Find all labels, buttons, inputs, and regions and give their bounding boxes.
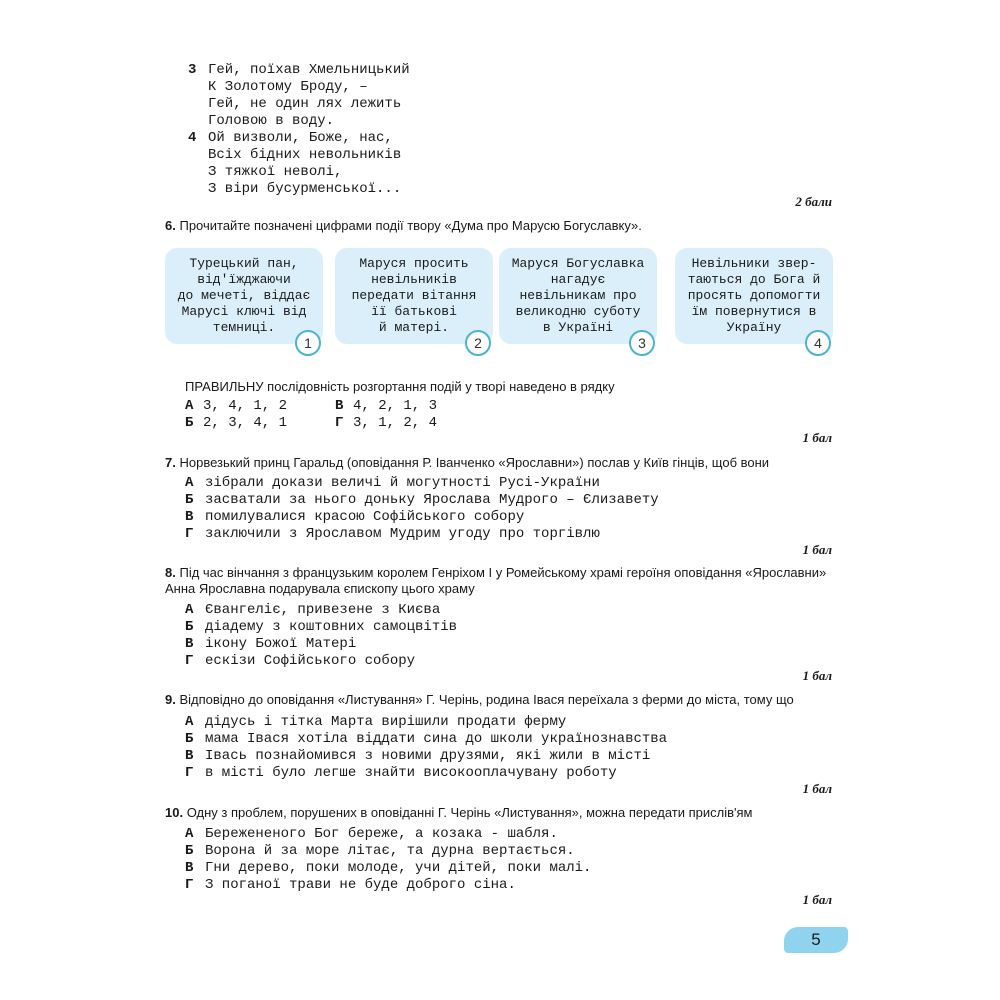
option-g[interactable] <box>185 877 591 894</box>
option-text: З поганої трави не буде доброго сіна. <box>205 877 516 893</box>
question-7 <box>165 455 845 471</box>
option-letter: А <box>185 826 194 842</box>
option-text: діадему з коштовних самоцвітів <box>205 619 458 635</box>
option-letter: Г <box>185 765 194 781</box>
question-text: Під час вінчання з французьким королем Генріхом І у Ромейському храмі героїня оповідання «Ярославни» Анна Ярославна подарувала єпископу цього храму <box>165 565 827 596</box>
poem-line: Ой визволи, Боже, нас, <box>208 130 393 146</box>
option-letter: В <box>185 509 194 525</box>
question-9 <box>165 692 845 708</box>
option-text: Євангеліє, привезене з Києва <box>205 602 441 618</box>
score-label: 1 бал <box>802 430 832 445</box>
option-b[interactable] <box>185 619 457 636</box>
option-text: Бережененого Бог береже, а козака - шабля. <box>205 826 558 842</box>
question-6-prompt: ПРАВИЛЬНУ послідовність розгортання подій у творі наведено в рядку <box>185 379 615 394</box>
option-letter: Г <box>335 415 344 431</box>
option-v[interactable] <box>185 636 457 653</box>
option-text: 3, 4, 1, 2 <box>203 398 288 414</box>
question-text: Одну з проблем, порушених в оповіданні Г. Черінь «Листування», можна передати прислів'ям <box>186 805 753 820</box>
option-letter: В <box>335 398 344 414</box>
event-cards <box>165 248 833 363</box>
question-text: Відповідно до оповідання «Листування» Г. Черінь, родина Івася переїхала з ферми до міста, тому що <box>179 692 794 707</box>
option-text: 3, 1, 2, 4 <box>353 415 438 431</box>
page-number-badge: 5 <box>784 927 848 953</box>
poem-line: Гей, поїхав Хмельницький <box>208 62 410 78</box>
question-8 <box>165 565 845 597</box>
option-a[interactable] <box>185 714 667 731</box>
option-text: Гни дерево, поки молоде, учи дітей, поки малі. <box>205 860 592 876</box>
event-card-text: Маруся Богуславка нагадує невільникам про великодню суботу в Україні <box>511 256 645 335</box>
option-text: помилувалися красою Софійського собору <box>205 509 525 525</box>
option-text: дідусь і тітка Марта вирішили продати ферму <box>205 714 567 730</box>
score-label: 1 бал <box>802 542 832 557</box>
event-card-3 <box>499 248 657 351</box>
question-10 <box>165 805 845 821</box>
option-text: ікону Божої Матері <box>205 636 357 652</box>
question-7-options <box>185 475 659 543</box>
option-text: 4, 2, 1, 3 <box>353 398 438 414</box>
option-letter: Б <box>185 492 194 508</box>
option-a[interactable] <box>185 826 591 843</box>
stanza-number: 3 <box>188 62 197 78</box>
question-10-options <box>185 826 591 894</box>
question-6 <box>165 218 845 234</box>
option-text: Ворона й за море літає, та дурна вертається. <box>205 843 575 859</box>
event-number-badge: 1 <box>295 330 321 356</box>
option-text: засватали за нього доньку Ярослава Мудрого – Єлизавету <box>205 492 659 508</box>
poem-line: Головою в воду. <box>208 113 335 129</box>
option-text: Івась познайомився з новими друзями, які жили в місті <box>205 748 651 764</box>
question-number: 10. <box>165 805 184 820</box>
event-card-1 <box>165 248 323 351</box>
option-letter: Б <box>185 731 194 747</box>
option-g[interactable] <box>185 653 457 670</box>
answer-option-b[interactable] <box>185 415 335 432</box>
option-letter: А <box>185 398 194 414</box>
option-letter: Б <box>185 843 194 859</box>
event-card-2 <box>335 248 493 351</box>
poem-line: З віри бусурменської... <box>208 181 402 197</box>
event-card-text: Невільники звер- таються до Бога й просять допомогти їм повернутися в Україну <box>687 256 821 335</box>
question-text: Норвезький принц Гаральд (оповідання Р. Іванченко «Ярославни») послав у Київ гінців, щоб вони <box>179 455 770 470</box>
event-number-badge: 4 <box>805 330 831 356</box>
option-text: мама Івася хотіла віддати сина до школи українознавства <box>205 731 668 747</box>
option-v[interactable] <box>185 509 659 526</box>
answer-option-a[interactable] <box>185 398 335 415</box>
option-letter: В <box>185 860 194 876</box>
answer-option-g[interactable] <box>335 415 485 432</box>
stanza-number: 4 <box>188 130 197 146</box>
answer-options-grid <box>185 398 485 432</box>
option-letter: А <box>185 475 194 491</box>
option-text: заключили з Ярославом Мудрим угоду про торгівлю <box>205 526 600 542</box>
question-8-options <box>185 602 457 670</box>
poem-line: З тяжкої неволі, <box>208 164 343 180</box>
option-text: зібрали докази величі й могутності Русі-України <box>205 475 600 491</box>
option-b[interactable] <box>185 843 591 860</box>
poem-line: Гей, не один лях лежить <box>208 96 402 112</box>
option-letter: А <box>185 714 194 730</box>
option-letter: В <box>185 636 194 652</box>
question-number: 8. <box>165 565 176 580</box>
question-number: 7. <box>165 455 176 470</box>
option-text: 2, 3, 4, 1 <box>203 415 288 431</box>
option-letter: Г <box>185 526 194 542</box>
event-card-4 <box>675 248 833 351</box>
event-card-text: Маруся просить невільників передати вітання її батькові й матері. <box>351 256 477 335</box>
question-text: Прочитайте позначені цифрами події твору «Дума про Марусю Богуславку». <box>179 218 642 233</box>
option-a[interactable] <box>185 602 457 619</box>
score-label: 2 бали <box>795 194 832 209</box>
poem-stanza-4 <box>188 130 410 198</box>
option-a[interactable] <box>185 475 659 492</box>
question-number: 9. <box>165 692 176 707</box>
score-label: 1 бал <box>802 668 832 683</box>
option-letter: В <box>185 748 194 764</box>
option-letter: Б <box>185 415 194 431</box>
option-v[interactable] <box>185 860 591 877</box>
event-number-badge: 2 <box>465 330 491 356</box>
question-number: 6. <box>165 218 176 233</box>
poem-excerpt <box>188 62 410 198</box>
question-9-options <box>185 714 667 782</box>
option-text: ескізи Софійського собору <box>205 653 416 669</box>
poem-line: Всіх бідних невольників <box>208 147 402 163</box>
score-label: 1 бал <box>802 781 832 796</box>
option-letter: Б <box>185 619 194 635</box>
option-letter: А <box>185 602 194 618</box>
poem-stanza-3 <box>188 62 410 130</box>
option-v[interactable] <box>185 748 667 765</box>
event-number-badge: 3 <box>629 330 655 356</box>
option-g[interactable] <box>185 765 667 782</box>
poem-line: К Золотому Броду, – <box>208 79 368 95</box>
score-label: 1 бал <box>802 892 832 907</box>
option-b[interactable] <box>185 492 659 509</box>
option-text: в місті було легше знайти високооплачувану роботу <box>205 765 617 781</box>
option-g[interactable] <box>185 526 659 543</box>
answer-option-v[interactable] <box>335 398 485 415</box>
option-b[interactable] <box>185 731 667 748</box>
option-letter: Г <box>185 653 194 669</box>
event-card-text: Турецький пан, від'їжджаючи до мечеті, віддає Марусі ключі від темниці. <box>177 256 311 335</box>
option-letter: Г <box>185 877 194 893</box>
